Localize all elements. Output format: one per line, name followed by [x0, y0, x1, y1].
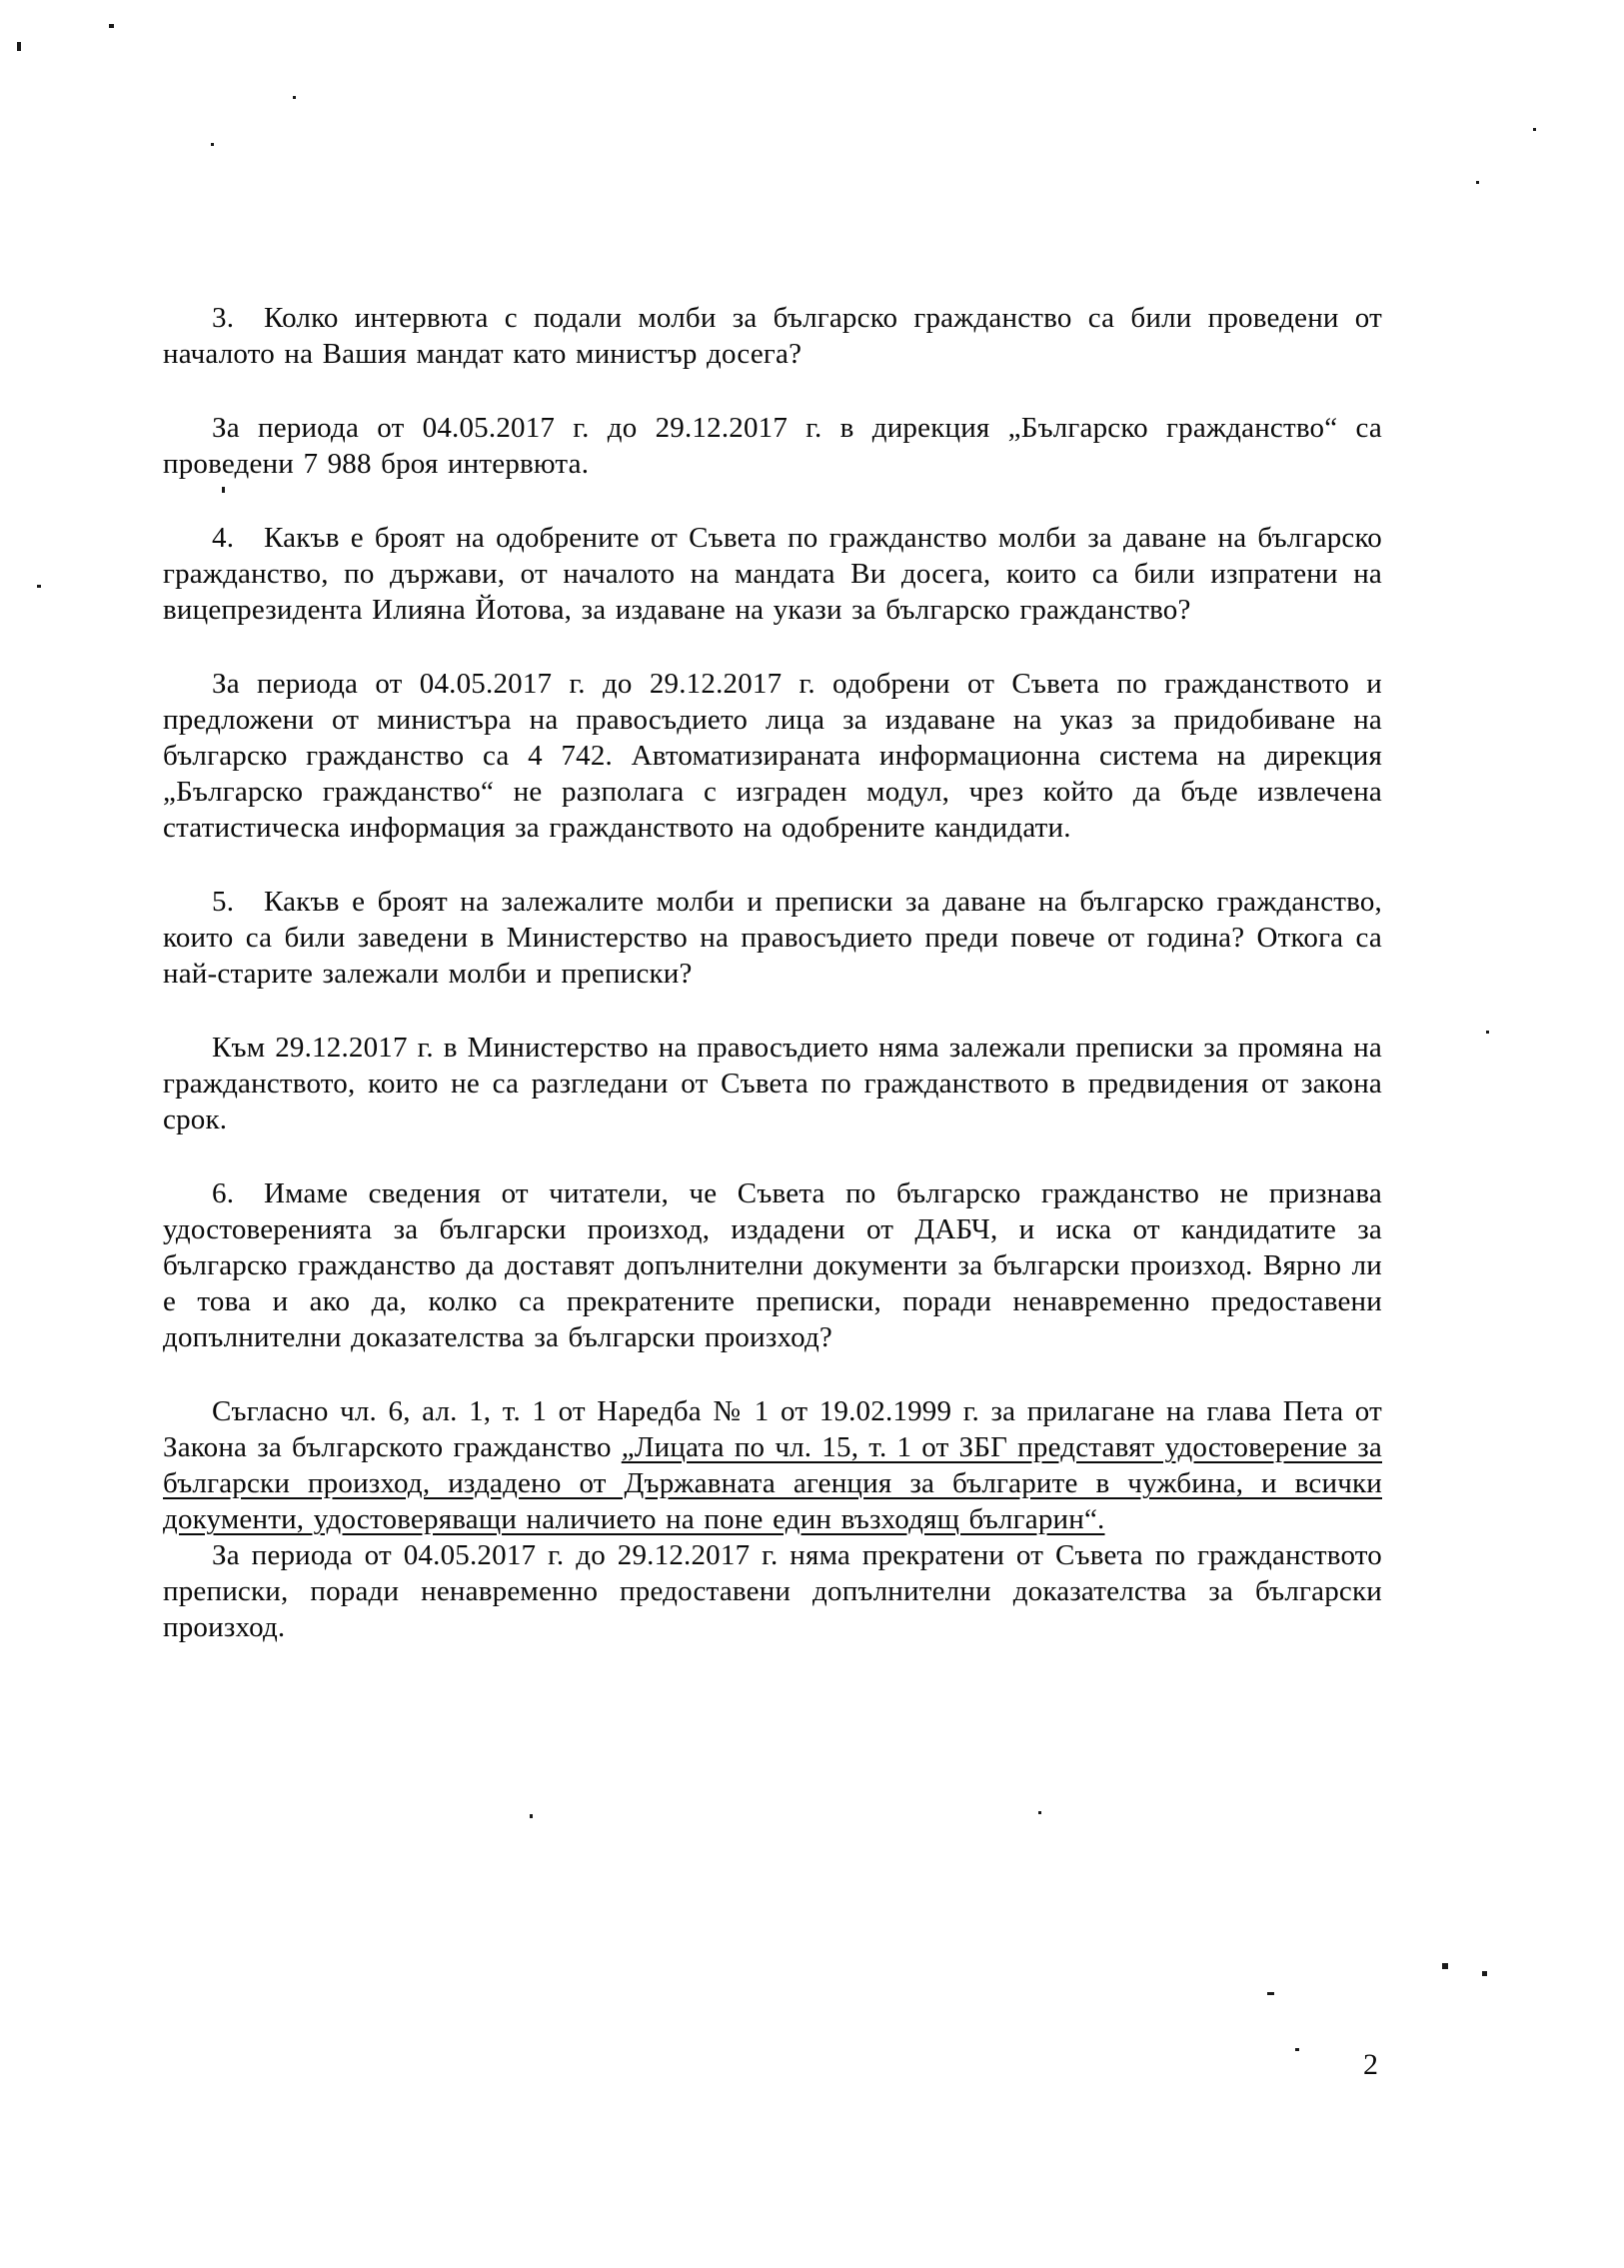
paragraph-text: За периода от 04.05.2017 г. до 29.12.2017 г. в дирекция „Българско гражданство“ са проведени 7 988 броя интервюта. — [163, 412, 1382, 480]
scan-speck — [1295, 2048, 1299, 2051]
paragraph-text: Колко интервюта с подали молби за българско гражданство са били проведени от началото на Вашия мандат като министър досега? — [163, 302, 1382, 370]
underlined-citation: „Лицата по чл. 15, т. 1 от ЗБГ представят удостоверение за български произход, издадено от Държавната агенция за българите в чужбина, и всички документи, удостоверяващи наличието на поне един възходящ българин“. — [163, 1431, 1383, 1535]
paragraph-text: За периода от 04.05.2017 г. до 29.12.2017 г. одобрени от Съвета по гражданството и предложени от министъра на правосъдието лица за издаване на указ за придобиване на българско гражданство са 4 742. Автоматизираната информационна система на дирекция „Българско гражданство“ не разполага с изграден модул, чрез който да бъде извлечена статистическа информация за гражданството на одобрените кандидати. — [163, 668, 1382, 844]
scan-speck — [1267, 1992, 1274, 1995]
paragraph-text: Какъв е броят на одобрените от Съвета по гражданство молби за даване на българско гражданство, по държави, от началото на мандата Ви досега, които са били изпратени на вицепрезидента Илияна Йотова, за издаване на укази за българско гражданство? — [163, 522, 1382, 626]
question-number: 5. — [212, 886, 235, 918]
paragraph-text: Съгласно чл. 6, ал. 1, т. 1 от Наредба № 1 от 19.02.1999 г. за прилагане на глава Пета от Закона за българското гражданство — [163, 1395, 1382, 1463]
answer-6-conclusion — [163, 1537, 1382, 1645]
answer-3 — [163, 410, 1382, 482]
scan-speck — [211, 143, 214, 146]
scan-speck — [293, 96, 296, 99]
scan-speck — [1476, 181, 1479, 184]
scan-speck — [530, 1814, 533, 1818]
paragraph-text: Имаме сведения от читатели, че Съвета по българско гражданство не признава удостоверенията за български произход, издадени от ДАБЧ, и иска от кандидатите за българско гражданство да доставят допълнителни документи за български произход. Вярно ли е това и ако да, колко са прекратените преписки, поради ненавременно предоставени допълнителни доказателства за български произход? — [163, 1177, 1382, 1353]
paragraph-text: Какъв е броят на залежалите молби и преписки за даване на българско гражданство, които са били заведени в Министерство на правосъдието преди повече от година? Откога са най-старите залежали молби и преписки? — [163, 886, 1382, 990]
scan-speck — [109, 24, 114, 28]
scan-speck — [17, 42, 21, 51]
paragraph-text: За периода от 04.05.2017 г. до 29.12.2017 г. няма прекратени от Съвета по гражданството преписки, поради ненавременно предоставени допълнителни доказателства за български произход. — [163, 1539, 1382, 1643]
question-number: 6. — [212, 1177, 235, 1209]
scan-speck — [1486, 1031, 1489, 1034]
scan-speck — [1442, 1963, 1448, 1969]
question-6 — [163, 1175, 1382, 1355]
scan-speck — [1533, 128, 1536, 131]
question-3 — [163, 300, 1382, 372]
scan-speck — [37, 585, 41, 588]
answer-5 — [163, 1030, 1382, 1137]
scan-speck — [222, 487, 225, 493]
scan-speck — [1482, 1971, 1487, 1976]
answer-4 — [163, 666, 1382, 846]
page-number: 2 — [1363, 2048, 1378, 2081]
question-4 — [163, 520, 1382, 628]
scan-speck — [1038, 1811, 1041, 1814]
document-body — [163, 300, 1382, 1645]
answer-6-legal-basis — [163, 1393, 1382, 1537]
question-number: 3. — [212, 302, 235, 334]
question-5 — [163, 884, 1382, 992]
question-number: 4. — [212, 522, 235, 554]
paragraph-text: Към 29.12.2017 г. в Министерство на правосъдието няма залежали преписки за промяна на гражданството, които не са разгледани от Съвета по гражданството в предвидения от закона срок. — [163, 1032, 1382, 1135]
